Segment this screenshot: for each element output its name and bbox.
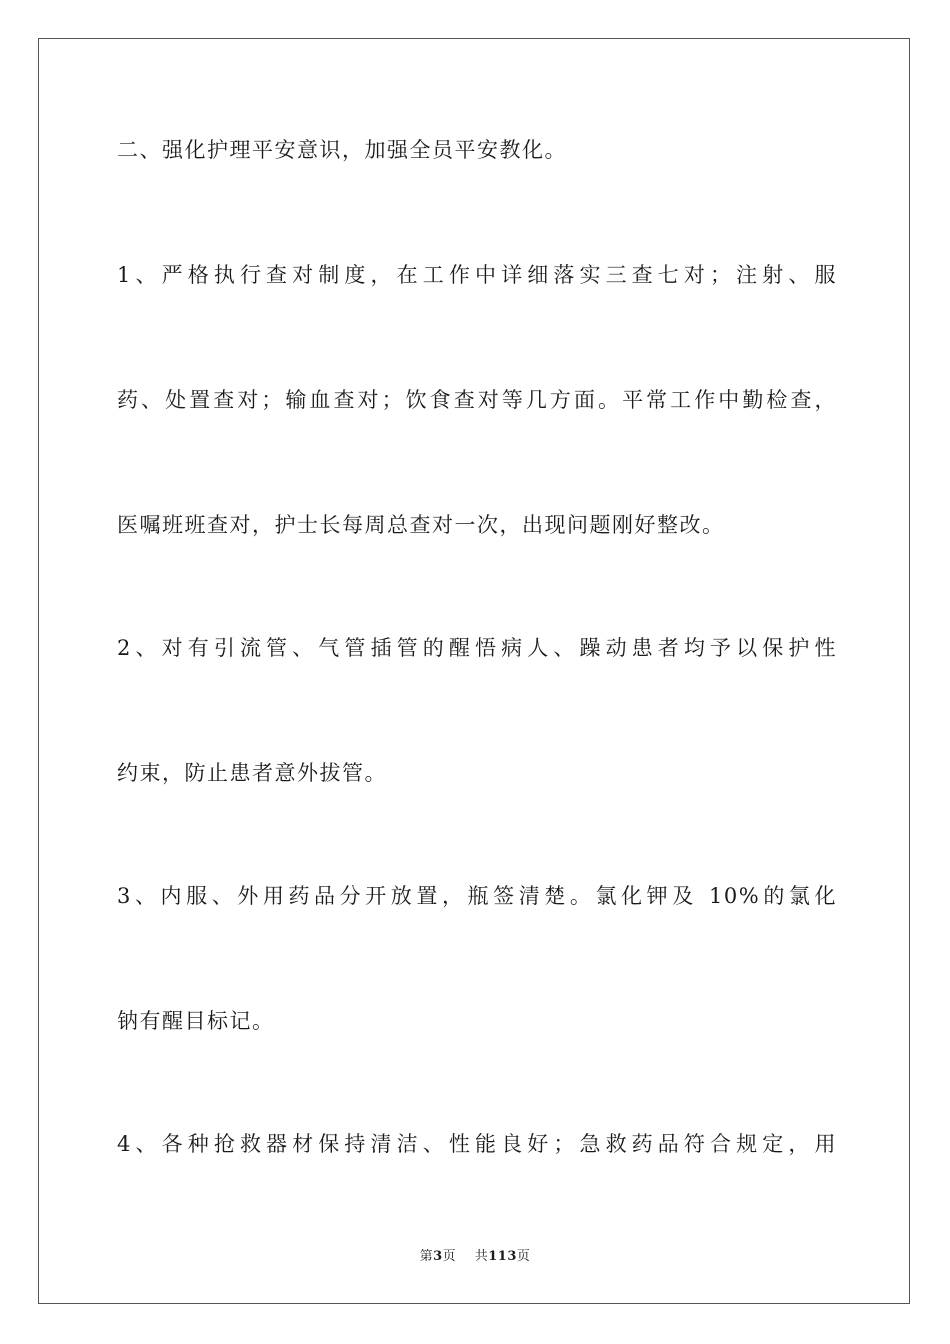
paragraph-line: 3、内服、外用药品分开放置，瓶签清楚。氯化钾及 10%的氯化 — [117, 884, 837, 908]
total-prefix: 共 — [474, 1249, 489, 1264]
total-pages: 113 — [488, 1249, 517, 1264]
paragraph-line: 二、强化护理平安意识，加强全员平安教化。 — [117, 138, 567, 162]
page-number: 3 — [433, 1249, 443, 1264]
page-border — [38, 38, 910, 1304]
page-suffix: 页 — [442, 1249, 457, 1264]
page-footer — [0, 1248, 950, 1266]
paragraph-line: 约束，防止患者意外拔管。 — [117, 761, 387, 785]
paragraph-line: 医嘱班班查对，护士长每周总查对一次，出现问题刚好整改。 — [117, 513, 725, 537]
paragraph-line: 4、各种抢救器材保持清洁、性能良好；急救药品符合规定，用 — [117, 1132, 837, 1156]
paragraph-line: 钠有醒目标记。 — [117, 1009, 275, 1033]
page-prefix: 第 — [419, 1249, 434, 1264]
paragraph-line: 药、处置查对；输血查对；饮食查对等几方面。平常工作中勤检查， — [117, 388, 837, 412]
paragraph-line: 2、对有引流管、气管插管的醒悟病人、躁动患者均予以保护性 — [117, 636, 837, 660]
total-suffix: 页 — [516, 1249, 531, 1264]
paragraph-line: 1、严格执行查对制度，在工作中详细落实三查七对；注射、服 — [117, 263, 837, 287]
